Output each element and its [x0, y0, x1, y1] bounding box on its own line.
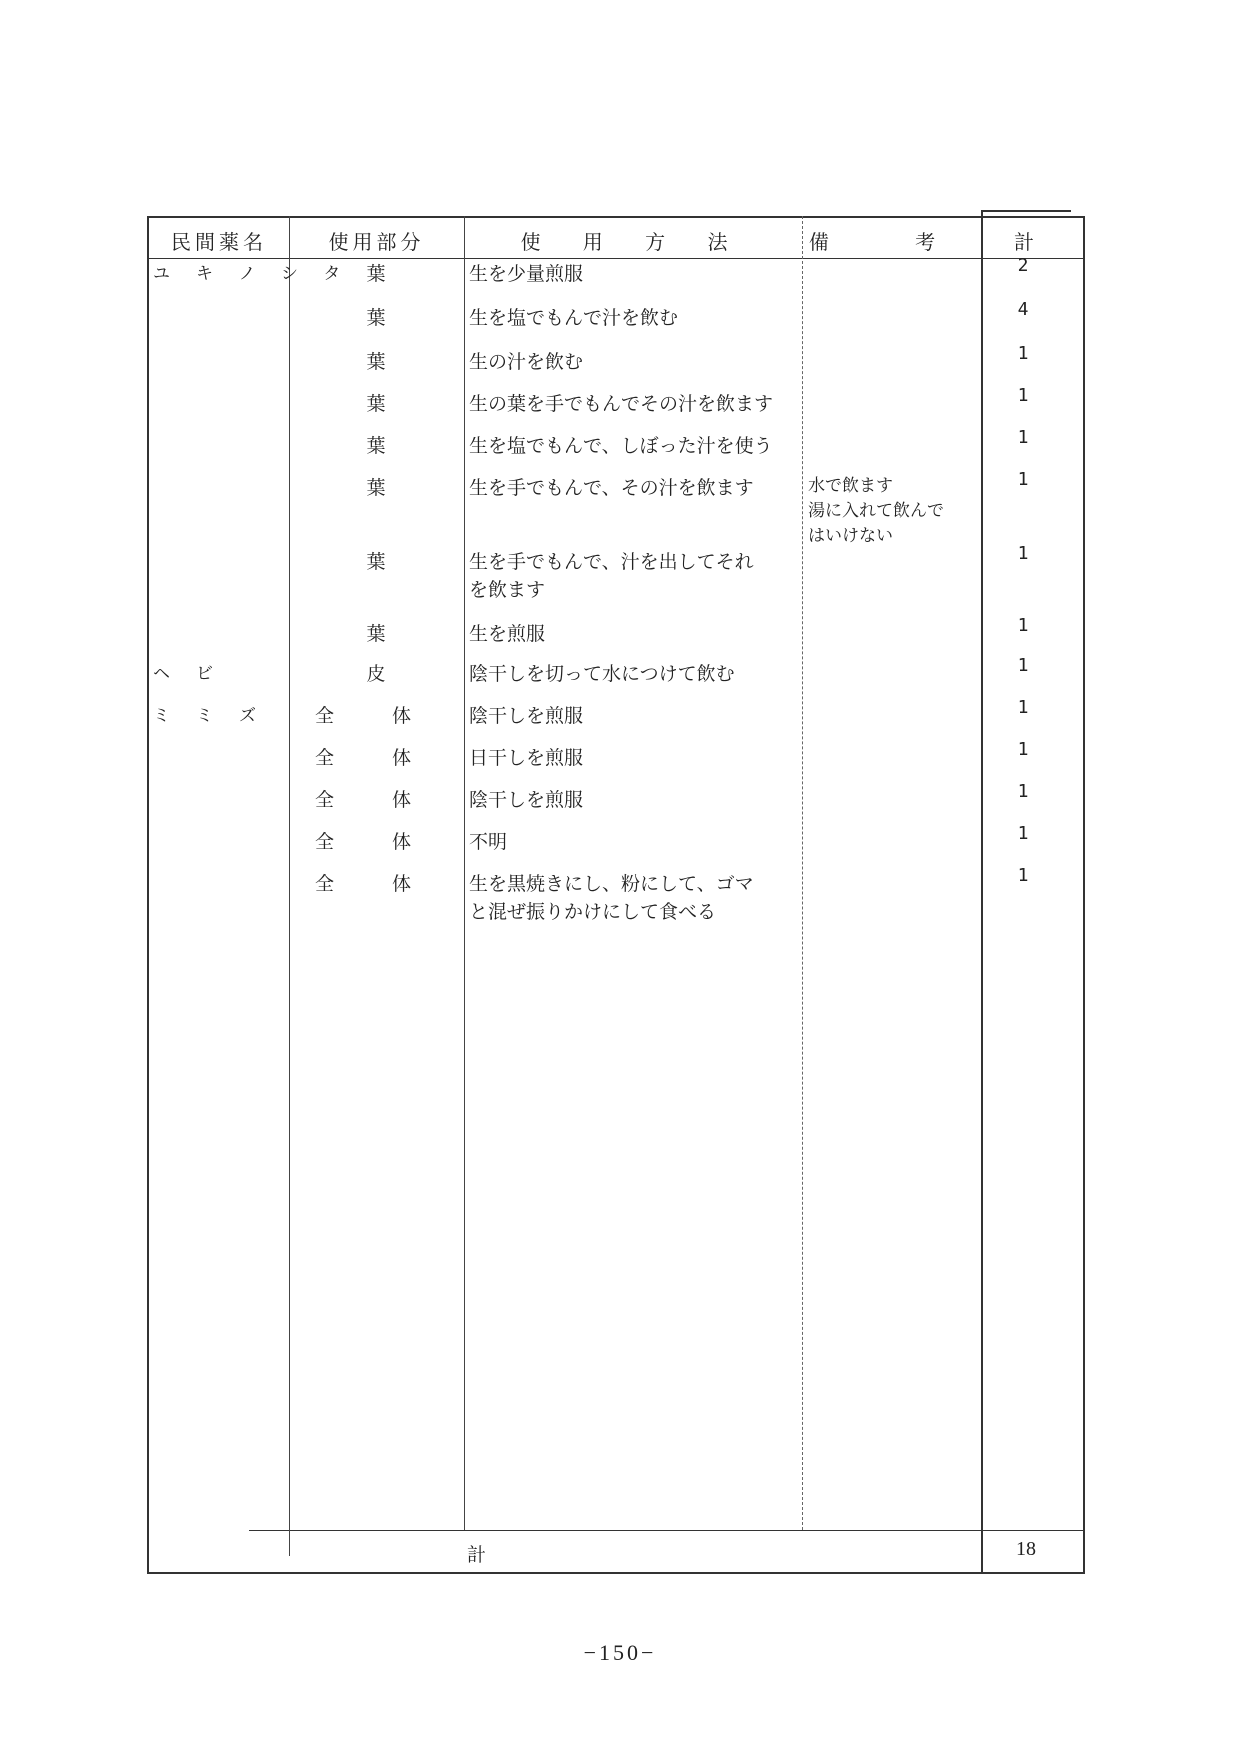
row-count: 1 — [1017, 543, 1029, 564]
row-used-part: 葉 — [366, 351, 386, 373]
row-usage-method — [469, 548, 754, 604]
row-usage-method — [469, 870, 754, 926]
row-count: 1 — [1017, 739, 1029, 760]
usage-method-line: 生の葉を手でもんでその汁を飲ます — [469, 393, 774, 415]
row-usage-method — [469, 786, 583, 814]
usage-method-line: 生を手でもんで、その汁を飲ます — [469, 477, 754, 499]
row-usage-method — [469, 432, 773, 460]
usage-method-line: を飲ます — [469, 579, 546, 601]
row-used-part: 全 体 — [314, 873, 438, 895]
usage-method-line: 不明 — [469, 831, 508, 853]
usage-method-line: と混ぜ振りかけにして食べる — [469, 901, 717, 923]
header-count: 計 — [1014, 230, 1038, 254]
row-used-part: 葉 — [366, 263, 386, 285]
row-used-part: 葉 — [366, 393, 386, 415]
notes-line: 湯に入れて飲んで — [808, 501, 944, 521]
count-column-box — [981, 210, 1071, 1572]
row-usage-method — [469, 660, 735, 688]
row-used-part: 葉 — [366, 307, 386, 329]
row-notes — [808, 474, 944, 549]
row-count: 1 — [1017, 655, 1029, 676]
row-usage-method — [469, 260, 583, 288]
row-used-part: 全 体 — [314, 831, 438, 853]
usage-method-line: 生を塩でもんで汁を飲む — [469, 307, 679, 329]
header-notes: 備 考 — [808, 230, 976, 254]
row-usage-method — [469, 348, 583, 376]
footer-total-value: 18 — [1016, 1538, 1036, 1560]
row-used-part: 葉 — [366, 477, 386, 499]
row-usage-method — [469, 304, 678, 332]
usage-method-line: 陰干しを切って水につけて飲む — [469, 663, 735, 685]
row-count: 1 — [1017, 427, 1029, 448]
row-medicine-name: ミミズ — [153, 706, 282, 726]
row-used-part: 全 体 — [314, 705, 438, 727]
usage-method-line: 日干しを煎服 — [469, 747, 584, 769]
footer-total-label: 計 — [467, 1544, 487, 1566]
row-used-part: 葉 — [366, 623, 386, 645]
row-used-part: 葉 — [366, 551, 386, 573]
usage-method-line: 生を手でもんで、汁を出してそれ — [469, 551, 754, 573]
row-count: 1 — [1017, 615, 1029, 636]
row-usage-method — [469, 702, 583, 730]
header-method: 使 用 方 法 — [520, 230, 746, 254]
header-part: 使用部分 — [328, 230, 425, 254]
row-used-part: 葉 — [366, 435, 386, 457]
row-count: 4 — [1017, 299, 1029, 320]
row-used-part: 全 体 — [314, 789, 438, 811]
row-count: 1 — [1017, 823, 1029, 844]
row-count: 1 — [1017, 469, 1029, 490]
row-usage-method — [469, 474, 754, 502]
usage-method-line: 生を塩でもんで、しぼった汁を使う — [469, 435, 773, 457]
row-medicine-name: ヘビ — [153, 664, 239, 684]
row-usage-method — [469, 744, 583, 772]
table-total-rule — [249, 1530, 1085, 1531]
column-divider-method-notes — [802, 216, 803, 1530]
row-count: 1 — [1017, 385, 1029, 406]
row-usage-method — [469, 390, 773, 418]
usage-method-line: 生を少量煎服 — [469, 263, 584, 285]
notes-line: はいけない — [808, 526, 893, 546]
usage-method-line: 陰干しを煎服 — [469, 705, 584, 727]
row-count: 2 — [1017, 255, 1029, 276]
usage-method-line: 生を煎服 — [469, 623, 546, 645]
column-divider-name-part — [289, 216, 290, 1556]
usage-method-line: 生の汁を飲む — [469, 351, 584, 373]
usage-method-line: 陰干しを煎服 — [469, 789, 584, 811]
row-count: 1 — [1017, 697, 1029, 718]
row-usage-method — [469, 828, 507, 856]
row-count: 1 — [1017, 343, 1029, 364]
row-medicine-name: ユキノシタ — [153, 264, 367, 284]
page-number: −150− — [583, 1640, 657, 1665]
row-usage-method — [469, 620, 545, 648]
notes-line: 水で飲ます — [808, 476, 893, 496]
row-used-part: 皮 — [366, 663, 386, 685]
header-name: 民間薬名 — [171, 230, 267, 254]
row-used-part: 全 体 — [314, 747, 438, 769]
column-divider-part-method — [464, 216, 465, 1530]
usage-method-line: 生を黒焼きにし、粉にして、ゴマ — [469, 873, 754, 895]
row-count: 1 — [1017, 781, 1029, 802]
row-count: 1 — [1017, 865, 1029, 886]
medicine-table — [147, 216, 1085, 1574]
